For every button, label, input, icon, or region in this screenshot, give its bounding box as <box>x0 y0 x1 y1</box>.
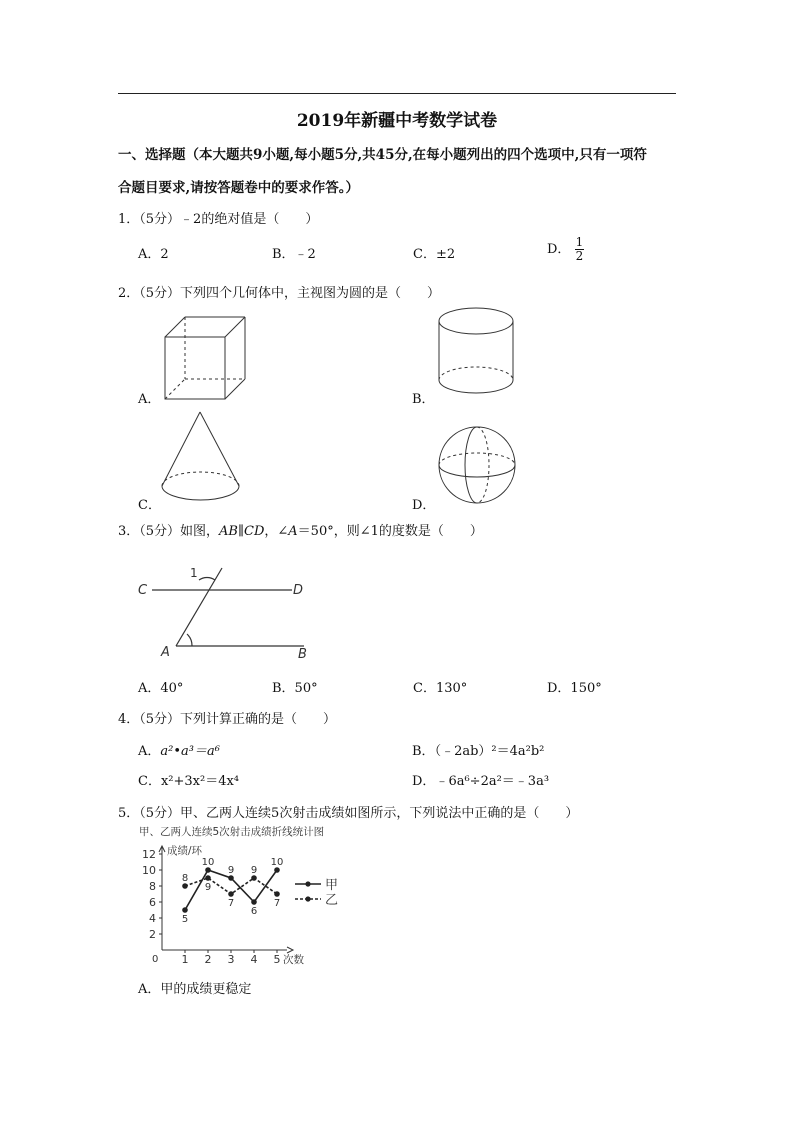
q1-option-d <box>547 236 584 263</box>
q2-option-c: C． <box>138 498 161 513</box>
chart-data-label: 7 <box>273 898 281 909</box>
question-5-stem: 5．（5分）甲、乙两人连续5次射击成绩如图所示，下列说法中正确的是（ ） <box>118 806 579 821</box>
q2-option-a: A． <box>138 392 161 407</box>
chart-x-tick-label: 1 <box>181 953 189 966</box>
label-angle-1: 1 <box>190 566 198 580</box>
chart-y-tick-label: 8 <box>149 880 156 893</box>
chart-y-tick-label: 12 <box>142 848 156 861</box>
label-C: C <box>138 583 148 598</box>
cylinder-figure <box>432 304 522 404</box>
chart-x-tick-label: 2 <box>204 953 212 966</box>
chart-x-axis-arrow <box>287 947 293 953</box>
q3-stem-parallel: AB∥CD <box>219 524 265 539</box>
chart-data-label: 6 <box>250 906 258 917</box>
sphere-figure <box>434 422 524 510</box>
chart-origin-label: 0 <box>152 954 159 965</box>
q3-stem-angle-a: A <box>288 524 298 539</box>
question-1-stem: 1．（5分）﹣2的绝对值是（ ） <box>118 212 319 227</box>
question-2-stem: 2．（5分）下列四个几何体中，主视图为圆的是（ ） <box>118 286 441 301</box>
q4-option-b <box>412 740 544 759</box>
q5-option-a: A．甲的成绩更稳定 <box>138 982 252 997</box>
shooting-scores-line-chart <box>125 822 365 972</box>
q4-option-a <box>138 740 220 759</box>
q3-stem-suffix: ＝50°，则∠1的度数是（ ） <box>297 524 483 539</box>
chart-x-tick-label: 5 <box>273 953 281 966</box>
q4-option-c <box>138 770 239 789</box>
chart-x-tick-label: 4 <box>250 953 258 966</box>
q4-option-c-expr: x²+3x²＝4x⁴ <box>160 774 240 789</box>
q2-option-b: B． <box>412 392 435 407</box>
chart-data-label: 8 <box>181 873 189 884</box>
chart-y-axis-label: 成绩/环 <box>167 845 203 857</box>
chart-y-tick-label: 4 <box>149 912 156 925</box>
fraction-denominator: 2 <box>575 249 584 263</box>
q4-option-b-expr: （﹣2ab）²＝4a²b² <box>434 744 545 759</box>
chart-data-label: 10 <box>270 857 284 868</box>
q3-option-c: C．130° <box>413 681 468 696</box>
label-B: B <box>298 647 307 662</box>
page-title: 2019年新疆中考数学试卷 <box>296 111 498 131</box>
fraction-numerator: 1 <box>575 235 584 249</box>
header-rule <box>118 93 676 94</box>
chart-point <box>182 883 188 889</box>
cube-figure <box>160 312 252 404</box>
q3-stem-prefix: 3．（5分）如图， <box>118 524 220 539</box>
q1-option-a: A．2 <box>138 247 169 262</box>
q4-option-a-label: A． <box>138 744 161 759</box>
chart-point <box>182 907 188 913</box>
chart-point <box>205 867 211 873</box>
q4-option-c-label: C． <box>138 774 161 789</box>
chart-legend-label: 甲 <box>325 878 339 893</box>
chart-point <box>251 875 257 881</box>
chart-x-axis-label: 次数 <box>283 954 304 966</box>
question-4-stem: 4．（5分）下列计算正确的是（ ） <box>118 712 337 727</box>
parallel-lines-figure <box>130 560 330 664</box>
chart-data-label: 10 <box>201 857 215 868</box>
label-A: A <box>161 645 170 660</box>
chart-point <box>205 875 211 881</box>
chart-data-label: 9 <box>227 865 235 876</box>
q4-option-d-expr: ﹣6a⁶÷2a²＝﹣3a³ <box>435 774 550 789</box>
q3-option-a: A．40° <box>138 681 184 696</box>
chart-point <box>274 867 280 873</box>
q3-stem-angle-sign: ，∠ <box>264 524 289 539</box>
q4-option-a-expr: a²•a³＝a⁶ <box>160 744 220 759</box>
chart-data-label: 5 <box>181 914 189 925</box>
q1-option-d-label: D． <box>547 242 571 257</box>
chart-y-tick-label: 2 <box>149 928 156 941</box>
label-D: D <box>293 583 304 598</box>
chart-legend-label: 乙 <box>325 893 339 908</box>
chart-title: 甲、乙两人连续5次射击成绩折线统计图 <box>139 826 325 838</box>
fraction-one-half <box>575 236 585 263</box>
q4-option-d-label: D． <box>412 774 436 789</box>
chart-data-label: 9 <box>250 865 258 876</box>
cone-figure <box>156 408 248 510</box>
chart-point <box>251 899 257 905</box>
chart-y-tick-label: 6 <box>149 896 156 909</box>
section-heading-line2: 合题目要求,请按答题卷中的要求作答。） <box>118 180 359 196</box>
q2-option-d: D． <box>412 498 436 513</box>
chart-y-tick-label: 10 <box>142 864 156 877</box>
q1-option-c: C．±2 <box>413 247 456 262</box>
chart-legend-marker <box>305 881 310 886</box>
section-heading-line1: 一、选择题（本大题共9小题,每小题5分,共45分,在每小题列出的四个选项中,只有一项符 <box>118 147 647 163</box>
chart-data-label: 7 <box>227 898 235 909</box>
chart-point <box>228 875 234 881</box>
q1-option-b: B．﹣2 <box>272 247 316 262</box>
chart-data-label: 9 <box>204 882 212 893</box>
chart-point <box>274 891 280 897</box>
q3-option-b: B．50° <box>272 681 318 696</box>
chart-point <box>228 891 234 897</box>
q4-option-d <box>412 770 549 789</box>
question-3-stem <box>118 520 483 539</box>
q4-option-b-label: B． <box>412 744 435 759</box>
chart-x-tick-label: 3 <box>227 953 235 966</box>
chart-legend-marker <box>305 896 310 901</box>
q3-option-d: D．150° <box>547 681 602 696</box>
